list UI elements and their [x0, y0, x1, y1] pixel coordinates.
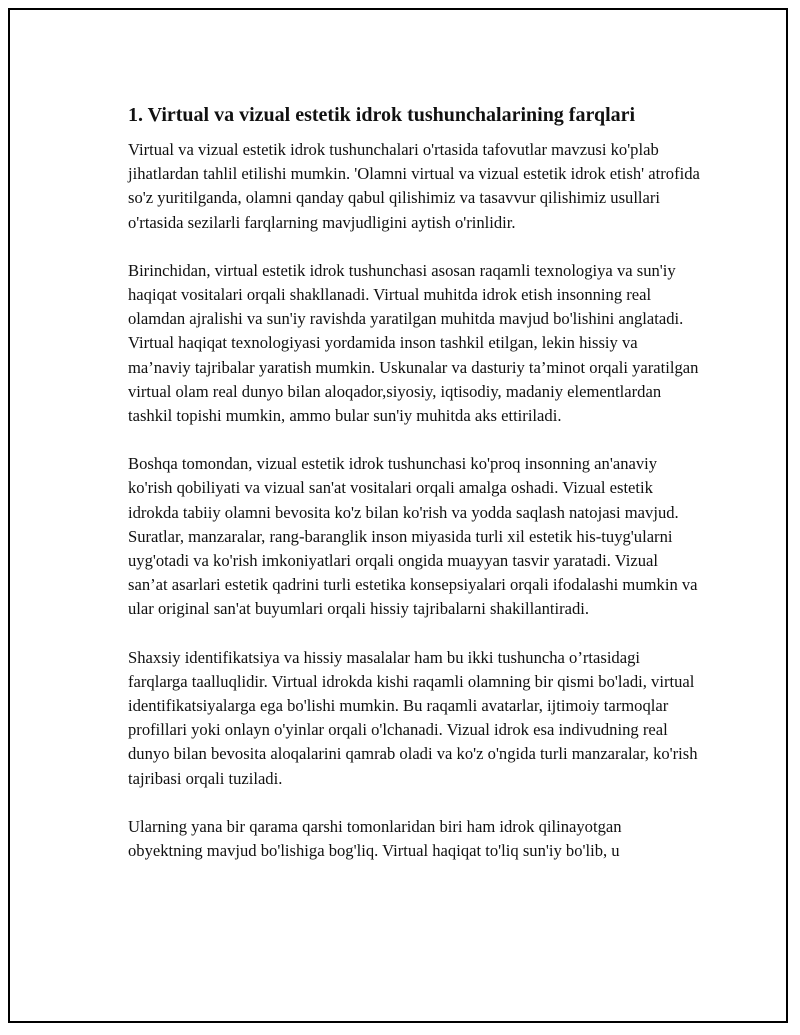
paragraph-4: Shaxsiy identifikatsiya va hissiy masalalar ham bu ikki tushuncha o’rtasidagi farqlarga taalluqlidir. Virtual idrokda kishi raqamli olamning bir qismi bo'ladi, virtual identifikatsiyalarga ega bo'lishi mumkin. Bu raqamli avatarlar, ijtimoiy tarmoqlar profillari yoki onlayn o'yinlar orqali o'lchanadi. Vizual idrok esa indivudning real dunyo bilan bevosita aloqalarini qamrab oladi va ko'z o'ngida turli manzaralar, ko'rish tajribasi orqali tuziladi. [128, 647, 698, 788]
paragraph-1: Virtual va vizual estetik idrok tushunchalari o'rtasida tafovutlar mavzusi ko'plab jihatlardan tahlil etilishi mumkin. 'Olamni virtual va vizual estetik idrok etish' atrofida so'z yuritilganda, olamni qanday qabul qilishimiz va tasavvur qilishimiz usullari o'rtasida sezilarli farqlarning mavjudligini aytish o'rinlidir. [128, 140, 700, 232]
page-frame [8, 8, 788, 1023]
document-body [128, 102, 700, 887]
paragraph-2: Birinchidan, virtual estetik idrok tushunchasi asosan raqamli texnologiya va sun'iy haqiqat vositalari orqali shakllanadi. Virtual muhitda idrok etish insonning real olamdan ajralishi va sun'iy ravishda yaratilgan muhitda mavjud bo'lishini anglatadi. Virtual haqiqat texnologiyasi yordamida inson tashkil etilgan, lekin hissiy va ma’naviy tajribalar yaratish mumkin. Uskunalar va dasturiy ta’minot orqali yaratilgan virtual olam real dunyo bilan aloqador,siyosiy, iqtisodiy, madaniy elementlardan tashkil topishi mumkin, ammo bular sun'iy muhitda aks ettiriladi. [128, 260, 699, 426]
paragraph-5: Ularning yana bir qarama qarshi tomonlaridan biri ham idrok qilinayotgan obyektning mavjud bo'lishiga bog'liq. Virtual haqiqat to'liq sun'iy bo'lib, u [128, 816, 622, 861]
section-heading: 1. Virtual va vizual estetik idrok tushunchalarining farqlari [128, 104, 636, 126]
paragraph-3: Boshqa tomondan, vizual estetik idrok tushunchasi ko'proq insonning an'anaviy ko'rish qobiliyati va vizual san'at vositalari orqali amalga oshadi. Vizual estetik idrokda tabiiy olamni bevosita ko'z bilan ko'rish va yodda saqlash natojasi mavjud. Suratlar, manzaralar, rang-baranglik inson miyasida turli xil estetik his-tuyg'ularni uyg'otadi va ko'rish imkoniyatlari orqali ongida muayyan tasvir yaratadi. Vizual san’at asarlari estetik qadrini turli estetika konsepsiyalari orqali ifodalashi mumkin va ular original san'at buyumlari orqali hissiy tajribalarni shakillantiradi. [128, 454, 698, 619]
